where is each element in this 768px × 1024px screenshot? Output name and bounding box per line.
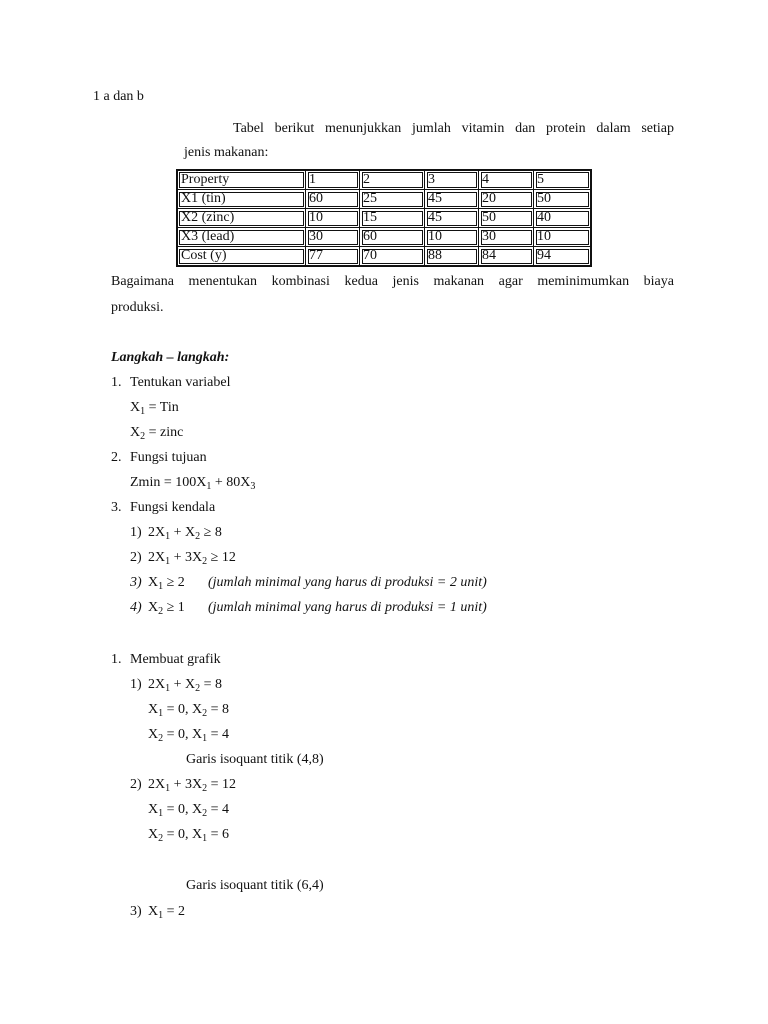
- table-cell: 94: [534, 247, 592, 267]
- question-line-2: produksi.: [111, 300, 164, 315]
- step-3-number: 3.: [111, 500, 122, 515]
- table-cell: 20: [479, 190, 534, 209]
- intro-line-1: Tabel berikut menunjukkan jumlah vitamin dan protein dalam setiap: [233, 121, 674, 136]
- graph-item-1-number: 1): [130, 677, 142, 692]
- table-cell: 45: [425, 190, 479, 209]
- graph-eq2-point-b: $X_2 = 0$, $X_1 = 6$: [148, 827, 230, 844]
- constraint-3-note: (jumlah minimal yang harus di produksi = 2 unit): [208, 575, 487, 590]
- variable-x1-value: = Tin: [148, 400, 179, 415]
- constraint-1-number: 1): [130, 525, 142, 540]
- variable-x2-value: = zinc: [148, 425, 184, 440]
- table-cell: 88: [425, 247, 479, 267]
- constraint-3-number: 3): [130, 575, 142, 590]
- step-2-label: Fungsi tujuan: [130, 450, 207, 465]
- table-header-cell: 1: [306, 170, 360, 190]
- question-line-1: Bagaimana menentukan kombinasi kedua jenis makanan agar meminimumkan biaya: [111, 274, 674, 289]
- step-1-number: 1.: [111, 375, 122, 390]
- table-cell: Cost (y): [177, 247, 306, 267]
- table-cell: 60: [360, 228, 425, 247]
- table-cell: 84: [479, 247, 534, 267]
- table-row: [177, 247, 591, 267]
- constraint-4-number: 4): [130, 600, 142, 615]
- graph-eq2-point-a: $X_1 = 0$, $X_2 = 4$: [148, 802, 230, 819]
- graph-eq1-point-b: $X_2 = 0$, $X_1 = 4$: [148, 727, 230, 744]
- objective-lhs: Zmin = 100X: [130, 475, 207, 490]
- steps-title: Langkah – langkah:: [111, 350, 230, 365]
- objective-mid: + 80X: [211, 475, 251, 490]
- table-header-cell: 4: [479, 170, 534, 190]
- constraint-1: $2X_1 + X_2 \ge 8$: [148, 525, 222, 542]
- graph-equation-3: $X_1 = 2$: [148, 904, 186, 921]
- step-2-number: 2.: [111, 450, 122, 465]
- table-cell: 77: [306, 247, 360, 267]
- table-cell: 10: [534, 228, 592, 247]
- step-3-label: Fungsi kendala: [130, 500, 216, 515]
- property-table: [176, 169, 592, 267]
- constraint-4-note: (jumlah minimal yang harus di produksi = 1 unit): [208, 600, 487, 615]
- table-row: [177, 209, 591, 228]
- graph-equation-1: $2X_1 + X_2 = 8$: [148, 677, 223, 694]
- table-cell: 50: [479, 209, 534, 228]
- objective-function: $Zmin = 100X_1 + 80X_3$: [130, 475, 256, 492]
- table-cell: 50: [534, 190, 592, 209]
- isoquant-1: Garis isoquant titik (4,8): [186, 752, 324, 767]
- table-cell: 10: [306, 209, 360, 228]
- table-cell: 30: [306, 228, 360, 247]
- table-row: [177, 190, 591, 209]
- table-header-cell: 5: [534, 170, 592, 190]
- variable-x2-line: $X_2$ = zinc: [130, 425, 184, 442]
- constraint-2-number: 2): [130, 550, 142, 565]
- table-cell: 40: [534, 209, 592, 228]
- constraint-4: $X_2 \ge 1$: [148, 600, 185, 617]
- table-cell: 25: [360, 190, 425, 209]
- table-cell: 10: [425, 228, 479, 247]
- graph-eq1-point-a: $X_1 = 0$, $X_2 = 8$: [148, 702, 230, 719]
- graph-section-label: Membuat grafik: [130, 652, 221, 667]
- table-row: [177, 228, 591, 247]
- table-header-cell: 2: [360, 170, 425, 190]
- table-cell: X2 (zinc): [177, 209, 306, 228]
- table-cell: X3 (lead): [177, 228, 306, 247]
- table-header-cell: Property: [177, 170, 306, 190]
- table-cell: X1 (tin): [177, 190, 306, 209]
- table-cell: 15: [360, 209, 425, 228]
- isoquant-2: Garis isoquant titik (6,4): [186, 878, 324, 893]
- step-1-label: Tentukan variabel: [130, 375, 231, 390]
- table-header-row: [177, 170, 591, 190]
- table-cell: 30: [479, 228, 534, 247]
- table-cell: 45: [425, 209, 479, 228]
- section-header: 1 a dan b: [93, 89, 144, 104]
- constraint-3: $X_1 \ge 2$: [148, 575, 185, 592]
- table-cell: 60: [306, 190, 360, 209]
- constraint-2: $2X_1 + 3X_2 \ge 12$: [148, 550, 236, 567]
- table-cell: 70: [360, 247, 425, 267]
- table-header-cell: 3: [425, 170, 479, 190]
- graph-item-3-number: 3): [130, 904, 142, 919]
- graph-equation-2: $2X_1 + 3X_2 = 12$: [148, 777, 237, 794]
- graph-item-2-number: 2): [130, 777, 142, 792]
- intro-line-2: jenis makanan:: [184, 145, 269, 160]
- graph-section-number: 1.: [111, 652, 122, 667]
- variable-x1-line: $X_1$ = Tin: [130, 400, 179, 417]
